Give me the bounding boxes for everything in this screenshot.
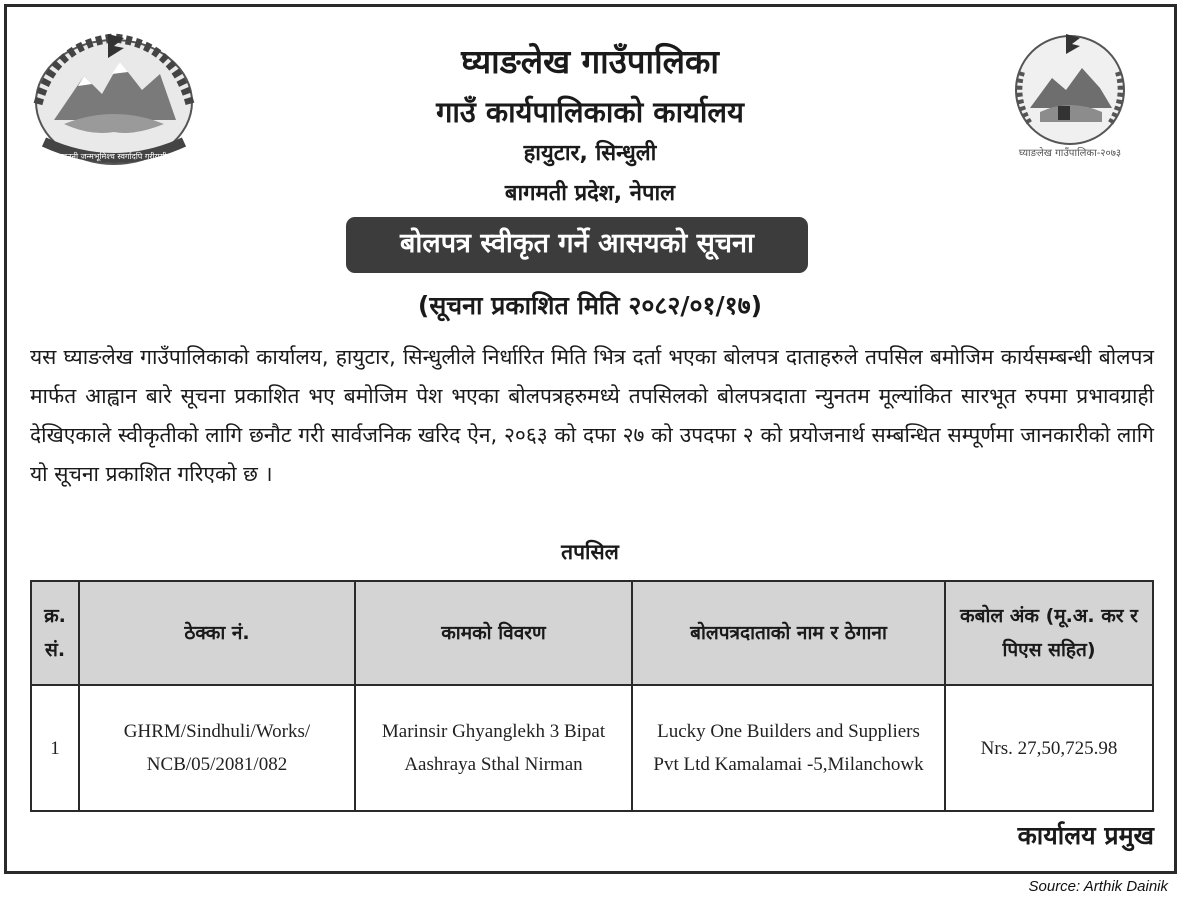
source-credit: Source: Arthik Dainik bbox=[1028, 878, 1168, 895]
signature-title: कार्यालय प्रमुख bbox=[1017, 821, 1154, 850]
cell-bidder: Lucky One Builders and Suppliers Pvt Ltd Kamalamai -5,Milanchowk bbox=[632, 685, 945, 811]
office-location: हायुटार, सिन्धुली bbox=[523, 141, 657, 166]
col-header-bidder: बोलपत्रदाताको नाम र ठेगाना bbox=[632, 581, 945, 685]
cell-sn: 1 bbox=[31, 685, 79, 811]
notice-title: बोलपत्र स्वीकृत गर्ने आसयको सूचना bbox=[346, 217, 808, 273]
col-header-work-description: कामको विवरण bbox=[355, 581, 632, 685]
emblem-motto: जननी जन्मभूमिश्च स्वर्गादपि गरीयसी bbox=[61, 152, 167, 161]
cell-bid-amount: Nrs. 27,50,725.98 bbox=[945, 685, 1153, 811]
col-header-contract-no: ठेक्का नं. bbox=[79, 581, 355, 685]
table-caption: तपसिल bbox=[561, 540, 619, 564]
municipality-name: घ्याङलेख गाउँपालिका bbox=[461, 42, 719, 81]
col-header-sn: क्र. सं. bbox=[31, 581, 79, 685]
cell-contract-no: GHRM/Sindhuli/Works/ NCB/05/2081/082 bbox=[79, 685, 355, 811]
table-header-row bbox=[31, 581, 1153, 685]
col-header-bid-amount: कबोल अंक (मू.अ. कर र पिएस सहित) bbox=[945, 581, 1153, 685]
publication-date: (सूचना प्रकाशित मिति २०८२/०१/१७) bbox=[417, 291, 763, 320]
municipality-logo-icon bbox=[1000, 28, 1140, 163]
office-name: गाउँ कार्यपालिकाको कार्यालय bbox=[436, 95, 744, 129]
nepal-emblem-icon bbox=[24, 24, 204, 174]
notice-body: यस घ्याङलेख गाउँपालिकाको कार्यालय, हायुटार, सिन्धुलीले निर्धारित मिति भित्र दर्ता भएका बोलपत्र दाताहरुले तपसिल बमोजिम कार्यसम्बन्धी बोलपत्र मार्फत आह्वान बारे सूचना प्रकाशित भए बमोजिम पेश भएका बोलपत्रहरुमध्ये तपसिलको बोलपत्रदाता न्युनतम मूल्यांकित सारभूत रुपमा प्रभावग्राही देखिएकाले स्वीकृतीको लागि छनौट गरी सार्वजनिक खरिद ऐन, २०६३ को दफा २७ को उपदफा २ को प्रयोजनार्थ सम्बन्धित सम्पूर्णमा जानकारीको लागि यो सूचना प्रकाशित गरिएको छ । bbox=[30, 345, 1154, 486]
province-line: बागमती प्रदेश, नेपाल bbox=[504, 181, 676, 206]
contract-table bbox=[30, 580, 1154, 812]
table-row bbox=[31, 685, 1153, 811]
cell-work-description: Marinsir Ghyanglekh 3 Bipat Aashraya Sthal Nirman bbox=[355, 685, 632, 811]
logo-caption: घ्याङलेख गाउँपालिका-२०७३ bbox=[1018, 148, 1122, 159]
